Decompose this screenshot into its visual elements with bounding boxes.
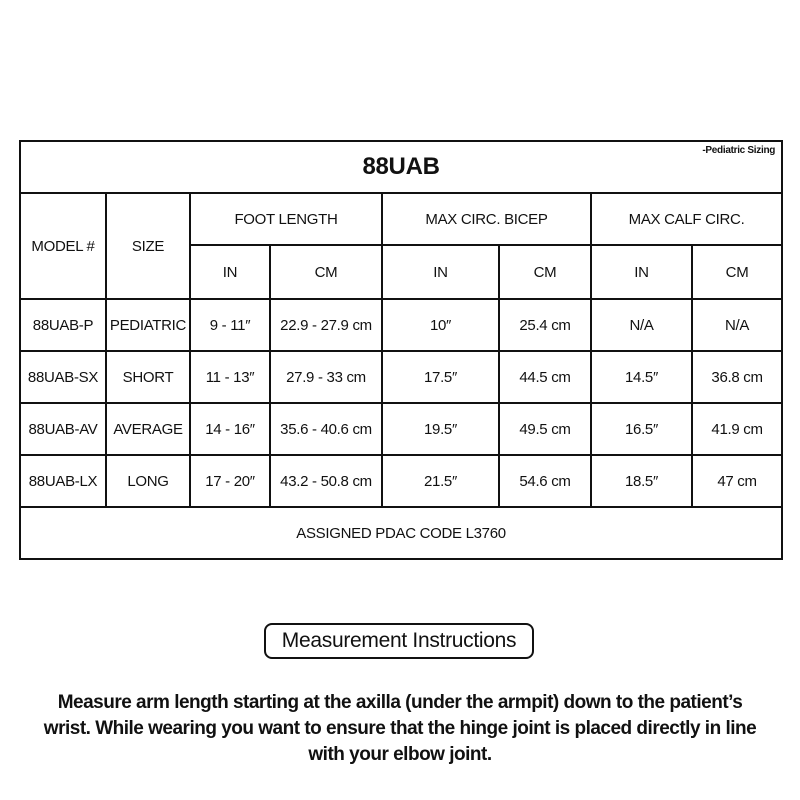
cell-bicep-cm: 54.6 cm — [499, 455, 591, 507]
cell-bicep-in: 21.5″ — [382, 455, 499, 507]
header-foot-in: IN — [190, 245, 270, 299]
cell-foot-cm: 35.6 - 40.6 cm — [270, 403, 382, 455]
sizing-table — [19, 140, 783, 560]
header-size: SIZE — [106, 193, 190, 299]
title-text: 88UAB — [362, 153, 440, 180]
header-bicep-cm: CM — [499, 245, 591, 299]
cell-foot-in: 9 - 11″ — [190, 299, 270, 351]
cell-calf-cm: 36.8 cm — [692, 351, 782, 403]
cell-foot-cm: 43.2 - 50.8 cm — [270, 455, 382, 507]
pediatric-sizing-note: -Pediatric Sizing — [702, 145, 776, 156]
pdac-code-footer: ASSIGNED PDAC CODE L3760 — [20, 507, 782, 559]
header-max-circ-bicep: MAX CIRC. BICEP — [382, 193, 591, 245]
cell-size: PEDIATRIC — [106, 299, 190, 351]
cell-calf-cm: 41.9 cm — [692, 403, 782, 455]
cell-bicep-cm: 49.5 cm — [499, 403, 591, 455]
cell-model: 88UAB-SX — [20, 351, 106, 403]
cell-model: 88UAB-LX — [20, 455, 106, 507]
cell-bicep-cm: 25.4 cm — [499, 299, 591, 351]
header-max-calf-circ: MAX CALF CIRC. — [591, 193, 782, 245]
header-foot-length: FOOT LENGTH — [190, 193, 382, 245]
header-bicep-in: IN — [382, 245, 499, 299]
table-row — [20, 299, 782, 351]
cell-calf-in: 18.5″ — [591, 455, 692, 507]
cell-size: LONG — [106, 455, 190, 507]
cell-calf-in: 14.5″ — [591, 351, 692, 403]
header-calf-in: IN — [591, 245, 692, 299]
header-foot-cm: CM — [270, 245, 382, 299]
cell-foot-in: 14 - 16″ — [190, 403, 270, 455]
cell-calf-cm: N/A — [692, 299, 782, 351]
table-row — [20, 403, 782, 455]
cell-size: SHORT — [106, 351, 190, 403]
cell-calf-in: 16.5″ — [591, 403, 692, 455]
cell-size: AVERAGE — [106, 403, 190, 455]
cell-model: 88UAB-AV — [20, 403, 106, 455]
cell-foot-cm: 22.9 - 27.9 cm — [270, 299, 382, 351]
header-model: MODEL # — [20, 193, 106, 299]
cell-bicep-in: 17.5″ — [382, 351, 499, 403]
cell-calf-cm: 47 cm — [692, 455, 782, 507]
cell-foot-cm: 27.9 - 33 cm — [270, 351, 382, 403]
header-calf-cm: CM — [692, 245, 782, 299]
cell-model: 88UAB-P — [20, 299, 106, 351]
instructions-body: Measure arm length starting at the axilla (under the armpit) down to the patient’s wrist. While wearing you want to ensure that the hinge joint is placed directly in line with your elbow joint. — [43, 692, 757, 765]
table-row — [20, 455, 782, 507]
instructions-title: Measurement Instructions — [264, 623, 534, 659]
table-title — [20, 141, 782, 193]
cell-bicep-in: 19.5″ — [382, 403, 499, 455]
cell-bicep-cm: 44.5 cm — [499, 351, 591, 403]
table-row — [20, 351, 782, 403]
cell-foot-in: 11 - 13″ — [190, 351, 270, 403]
cell-calf-in: N/A — [591, 299, 692, 351]
cell-foot-in: 17 - 20″ — [190, 455, 270, 507]
cell-bicep-in: 10″ — [382, 299, 499, 351]
